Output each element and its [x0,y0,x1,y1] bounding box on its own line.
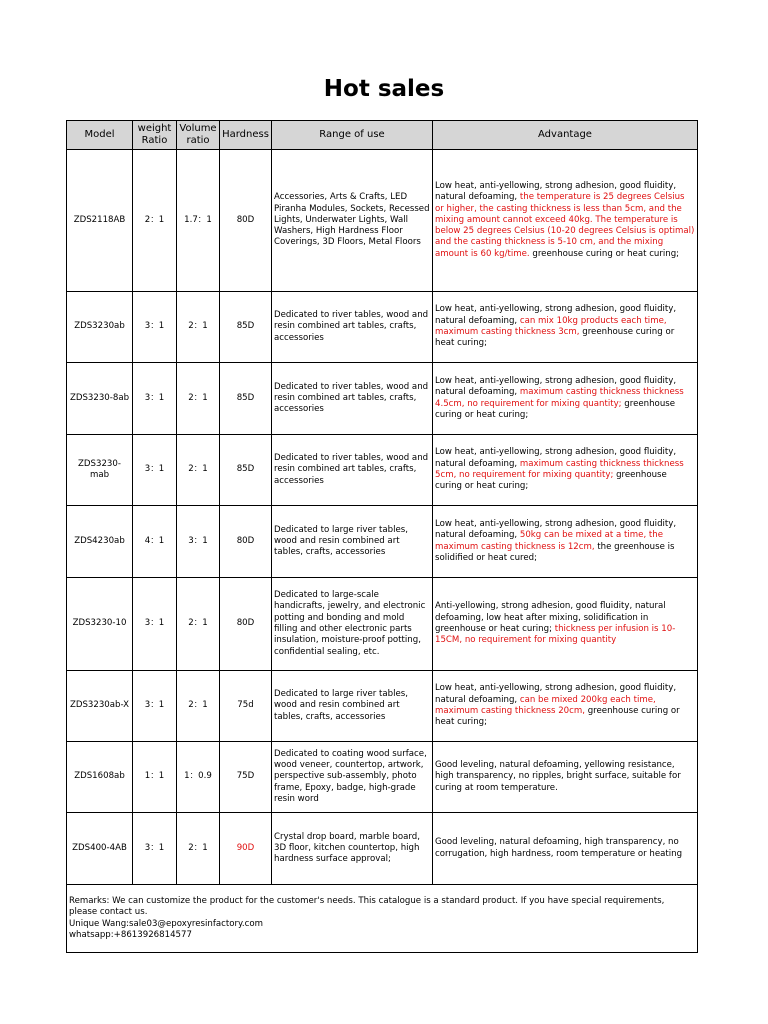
advantage-text: Good leveling, natural defoaming, high transparency, no corrugation, high hardness, room temperature or heating [435,837,683,859]
remarks-cell [67,885,698,953]
cell-hardness: 75D [220,742,272,813]
cell-range-of-use: Crystal drop board, marble board, 3D floor, kitchen countertop, high hardness surface approval; [272,813,433,885]
cell-model: ZDS1608ab [67,742,133,813]
contact-whatsapp: whatsapp:+8613926814577 [69,929,192,940]
cell-range-of-use: Dedicated to large-scale handicrafts, jewelry, and electronic potting and bonding and mold filling and other electronic parts insulation, moisture-proof potting, confidential sealing, etc. [272,578,433,671]
cell-weight-ratio: 3：1 [133,435,177,506]
page-title: Hot sales [323,76,445,102]
cell-range-of-use: Dedicated to large river tables, wood and resin combined art tables, crafts, accessories [272,506,433,578]
cell-hardness: 75d [220,671,272,742]
cell-model: ZDS3230ab-X [67,671,133,742]
advantage-highlight: maximum casting thickness thickness 4.5cm, no requirement for mixing quantity; [435,387,684,409]
remarks-text: Remarks: We can customize the product for the customer's needs. This catalogue is a standard product. If you have special requirements, please contact us. [69,895,665,918]
cell-hardness: 85D [220,292,272,363]
table-row [67,578,698,671]
cell-weight-ratio: 3：1 [133,813,177,885]
advantage-highlight: thickness per infusion is 10-15CM, no requirement for mixing quantity [435,624,676,646]
header-weight-ratio: weight Ratio [133,121,177,150]
advantage-text: Low heat, anti-yellowing, strong adhesion, good fluidity, natural defoaming, [435,447,677,469]
advantage-highlight: can mix 10kg products each time, maximum casting thickness 3cm, [435,315,667,337]
advantage-text: Low heat, anti-yellowing, strong adhesion, good fluidity, natural defoaming, [435,683,677,705]
advantage-highlight: the temperature is 25 degrees Celsius or higher, the casting thickness is less than 5cm, and the mixing amount cannot exceed 40kg. The temperature is below 25 degrees Celsius (10-20 degrees Celsius is optimal) and the casting thickness is 5-10 cm, and the mixing amount is 60 kg/time. [435,192,695,259]
contact-email: Unique Wang:sale03@epoxyresinfactory.com [69,918,263,929]
cell-advantage [433,435,698,506]
cell-model: ZDS3230ab [67,292,133,363]
cell-volume-ratio: 1：0.9 [177,742,220,813]
cell-advantage [433,363,698,435]
cell-hardness: 80D [220,150,272,292]
header-volume-ratio: Volume ratio [177,121,220,150]
advantage-text-end: greenhouse curing or heat curing; [435,398,676,420]
advantage-text: Low heat, anti-yellowing, strong adhesion, good fluidity, natural defoaming, [435,304,677,326]
cell-advantage [433,671,698,742]
cell-range-of-use: Dedicated to large river tables, wood and resin combined art tables, crafts, accessories [272,671,433,742]
header-advantage: Advantage [433,121,698,150]
cell-weight-ratio: 1：1 [133,742,177,813]
cell-advantage [433,150,698,292]
cell-volume-ratio: 1.7：1 [177,150,220,292]
advantage-text-end: the greenhouse is solidified or heat cured; [435,541,675,563]
table-row [67,671,698,742]
remarks-row [67,885,698,953]
cell-volume-ratio: 2：1 [177,813,220,885]
header-hardness: Hardness [220,121,272,150]
advantage-text-end: greenhouse curing or heat curing; [435,706,680,728]
cell-advantage [433,742,698,813]
advantage-text-end: greenhouse curing or heat curing; [435,470,667,492]
cell-range-of-use: Dedicated to coating wood surface, wood veneer, countertop, artwork, perspective sub-assembly, photo frame, Epoxy, badge, high-grade resin word [272,742,433,813]
table-row [67,813,698,885]
header-range-of-use: Range of use [272,121,433,150]
advantage-text: Anti-yellowing, strong adhesion, good fluidity, natural defoaming, low heat after mixing, solidification in greenhouse or heat curing; [435,601,666,634]
table-row [67,742,698,813]
cell-model: ZDS400-4AB [67,813,133,885]
advantage-text-end: greenhouse curing or heat curing; [435,327,675,349]
cell-volume-ratio: 2：1 [177,435,220,506]
table-row [67,292,698,363]
cell-advantage [433,813,698,885]
header-model: Model [67,121,133,150]
cell-weight-ratio: 2：1 [133,150,177,292]
cell-volume-ratio: 2：1 [177,671,220,742]
cell-hardness: 85D [220,363,272,435]
cell-volume-ratio: 2：1 [177,363,220,435]
advantage-text-end: greenhouse curing or heat curing; [529,248,680,259]
cell-hardness: 85D [220,435,272,506]
cell-advantage [433,506,698,578]
cell-range-of-use: Dedicated to river tables, wood and resin combined art tables, crafts, accessories [272,363,433,435]
cell-weight-ratio: 3：1 [133,578,177,671]
cell-weight-ratio: 3：1 [133,292,177,363]
cell-range-of-use: Dedicated to river tables, wood and resin combined art tables, crafts, accessories [272,292,433,363]
cell-model: ZDS3230-mab [67,435,133,506]
advantage-text: Low heat, anti-yellowing, strong adhesion, good fluidity, natural defoaming, [435,375,677,398]
cell-range-of-use: Accessories, Arts & Crafts, LED Piranha Modules, Sockets, Recessed Lights, Underwater Lights, Wall Washers, High Hardness Floor Coverings, 3D Floors, Metal Floors [272,150,433,292]
advantage-highlight: can be mixed 200kg each time, maximum casting thickness 20cm, [435,694,656,716]
advantage-highlight: maximum casting thickness thickness 5cm, no requirement for mixing quantity; [435,458,684,480]
table-row [67,435,698,506]
advantage-text: Good leveling, natural defoaming, yellowing resistance, high transparency, no ripples, bright surface, suitable for curing at room temperature. [435,760,681,793]
cell-weight-ratio: 3：1 [133,363,177,435]
cell-advantage [433,292,698,363]
cell-volume-ratio: 2：1 [177,578,220,671]
cell-weight-ratio: 3：1 [133,671,177,742]
cell-range-of-use: Dedicated to river tables, wood and resin combined art tables, crafts, accessories [272,435,433,506]
cell-model: ZDS2118AB [67,150,133,292]
advantage-text: Low heat, anti-yellowing, strong adhesion, good fluidity, natural defoaming, [435,518,677,541]
cell-volume-ratio: 2：1 [177,292,220,363]
cell-advantage [433,578,698,671]
cell-model: ZDS3230-10 [67,578,133,671]
table-header-row [67,121,698,150]
table-row [67,150,698,292]
cell-hardness: 90D [220,813,272,885]
advantage-highlight: 50kg can be mixed at a time, the maximum casting thickness is 12cm, [435,530,664,552]
cell-hardness: 80D [220,578,272,671]
cell-hardness: 80D [220,506,272,578]
cell-model: ZDS3230-8ab [67,363,133,435]
cell-weight-ratio: 4：1 [133,506,177,578]
cell-volume-ratio: 3：1 [177,506,220,578]
advantage-text: Low heat, anti-yellowing, strong adhesion, good fluidity, natural defoaming, [435,180,677,203]
table-row [67,363,698,435]
cell-model: ZDS4230ab [67,506,133,578]
product-table [66,120,698,953]
table-row [67,506,698,578]
